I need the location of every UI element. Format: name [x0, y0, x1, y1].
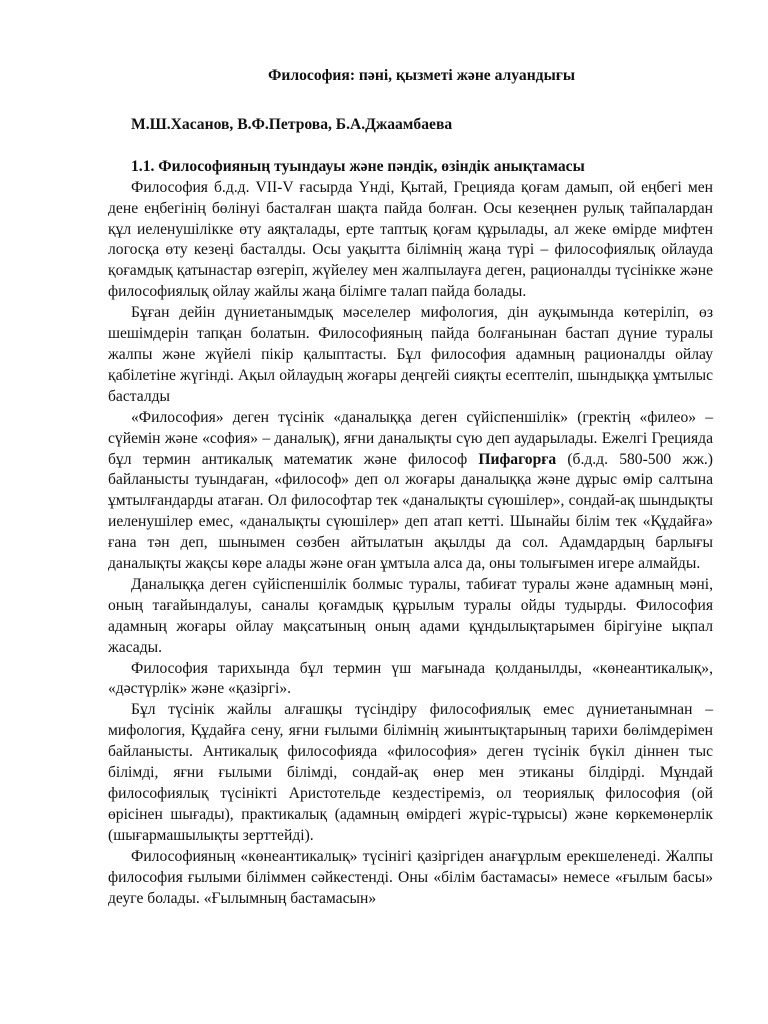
paragraph-6: Бұл түсінік жайлы алғашқы түсіндіру философиялық емес дүниетанымнан – мифология, Құдайға сену, яғни ғылыми білімнің жиынтықтарының тарихи бөлімдерімен байланысты. Антикалық философияда «философия» деген түсінік бүкіл діннен тыс білімді, яғни ғылыми білімді, сондай-ақ өнер мен этиканы білдірді. Мұндай философиялық түсінікті Аристотельде кездестіреміз, ол теориялық философия (ой өрісінен шығады), практикалық (адамның өмірдегі жүріс-тұрысы) және көркемөнерлік (шығармашылықты зерттейді).: [108, 701, 713, 844]
paragraph-4: Даналыққа деген сүйіспеншілік болмыс туралы, табиғат туралы және адамның мәні, оның тағайындалуы, саналы қоғамдық құрылым туралы ойды тудырды. Философия адамның жоғары ойлау мақсатының оның адами құндылықтарымен бірігуіне ықпал жасады.: [108, 575, 713, 656]
paragraph-7: Философияның «көнеантикалық» түсінігі қазіргіден анағұрлым ерекшеленеді. Жалпы философия ғылыми біліммен сәйкестенді. Оны «білім бастамасы» немесе «ғылым басы» деуге болады. «Ғылымның бастамасын»: [108, 847, 713, 907]
paragraph-1: Философия б.д.д. VII-V ғасырда Үнді, Қытай, Грецияда қоғам дамып, ой еңбегі мен дене еңбегінің бөлінуі басталған шақта пайда болған. Осы кезеңнен рулық тайпалардан құл иеленушілікке өту аяқталады, ерте таптық қоғам құрылады, ал жеке өмірде мифтен логосқа өту кезеңі басталды. Осы уақытта білімнің жаңа түрі – философиялық ойлауда қоғамдық қатынастар өзгеріп, жүйелеу мен жалпылауға деген, рационалды түсінікке және философиялық ойлау жайлы жаңа білімге талап пайда болады.: [108, 178, 713, 301]
paragraph-3-text-before: «Философия» деген түсінік «даналыққа деген сүйіспеншілік» (гректің «филео» – сүйемін және «софия» – даналық), яғни даналықты сүю деп аударылады. Ежелгі Грецияда бұл термин антикалық математик және философ: [108, 408, 713, 468]
paragraph-3-text-after: (б.д.д. 580-500 жж.) байланысты туындаған, «философ» деп ол жоғары даналыққа және дұрыс өмір салтына ұмтылғандарды атаған. Ол философтар тек «даналықты сүюшілер», сондай-ақ шындықты иеленушілер емес, «даналықты сүюшілер» деп атап кетті. Шынайы білім тек «Құдайға» ғана тән деп, шынымен сөзбен айтылатын ақылды да сол. Адамдардың барлығы даналықты жақсы көре алады және оған ұмтыла алса да, оны толығымен игере алмайды.: [108, 450, 714, 573]
section-heading: 1.1. Философияның туындауы және пәндік, өзіндік анықтамасы: [131, 157, 585, 175]
paragraph-2: Бұған дейін дүниетанымдық мәселелер мифология, дін ауқымында көтеріліп, өз шешімдерін тапқан болатын. Философияның пайда болғанынан бастап дүние туралы жалпы және жүйелі пікір қалыптасты. Бұл философия адамның рационалды ойлау қабілетіне жүгінді. Ақыл ойлаудың жоғары деңгейі сияқты есептеліп, шындыққа ұмтылыс басталды: [108, 304, 713, 405]
document-title: Философия: пәні, қызметі және алуандығы: [267, 67, 575, 84]
document-body: [108, 66, 713, 909]
paragraph-3: [108, 408, 713, 575]
philosopher-name-bold: Пифагорға: [478, 450, 557, 468]
document-authors: М.Ш.Хасанов, В.Ф.Петрова, Б.А.Джаамбаева: [131, 115, 453, 133]
paragraph-5: Философия тарихында бұл термин үш мағынада қолданылды, «көнеантикалық», «дәстүрлік» және «қазіргі».: [108, 659, 713, 698]
